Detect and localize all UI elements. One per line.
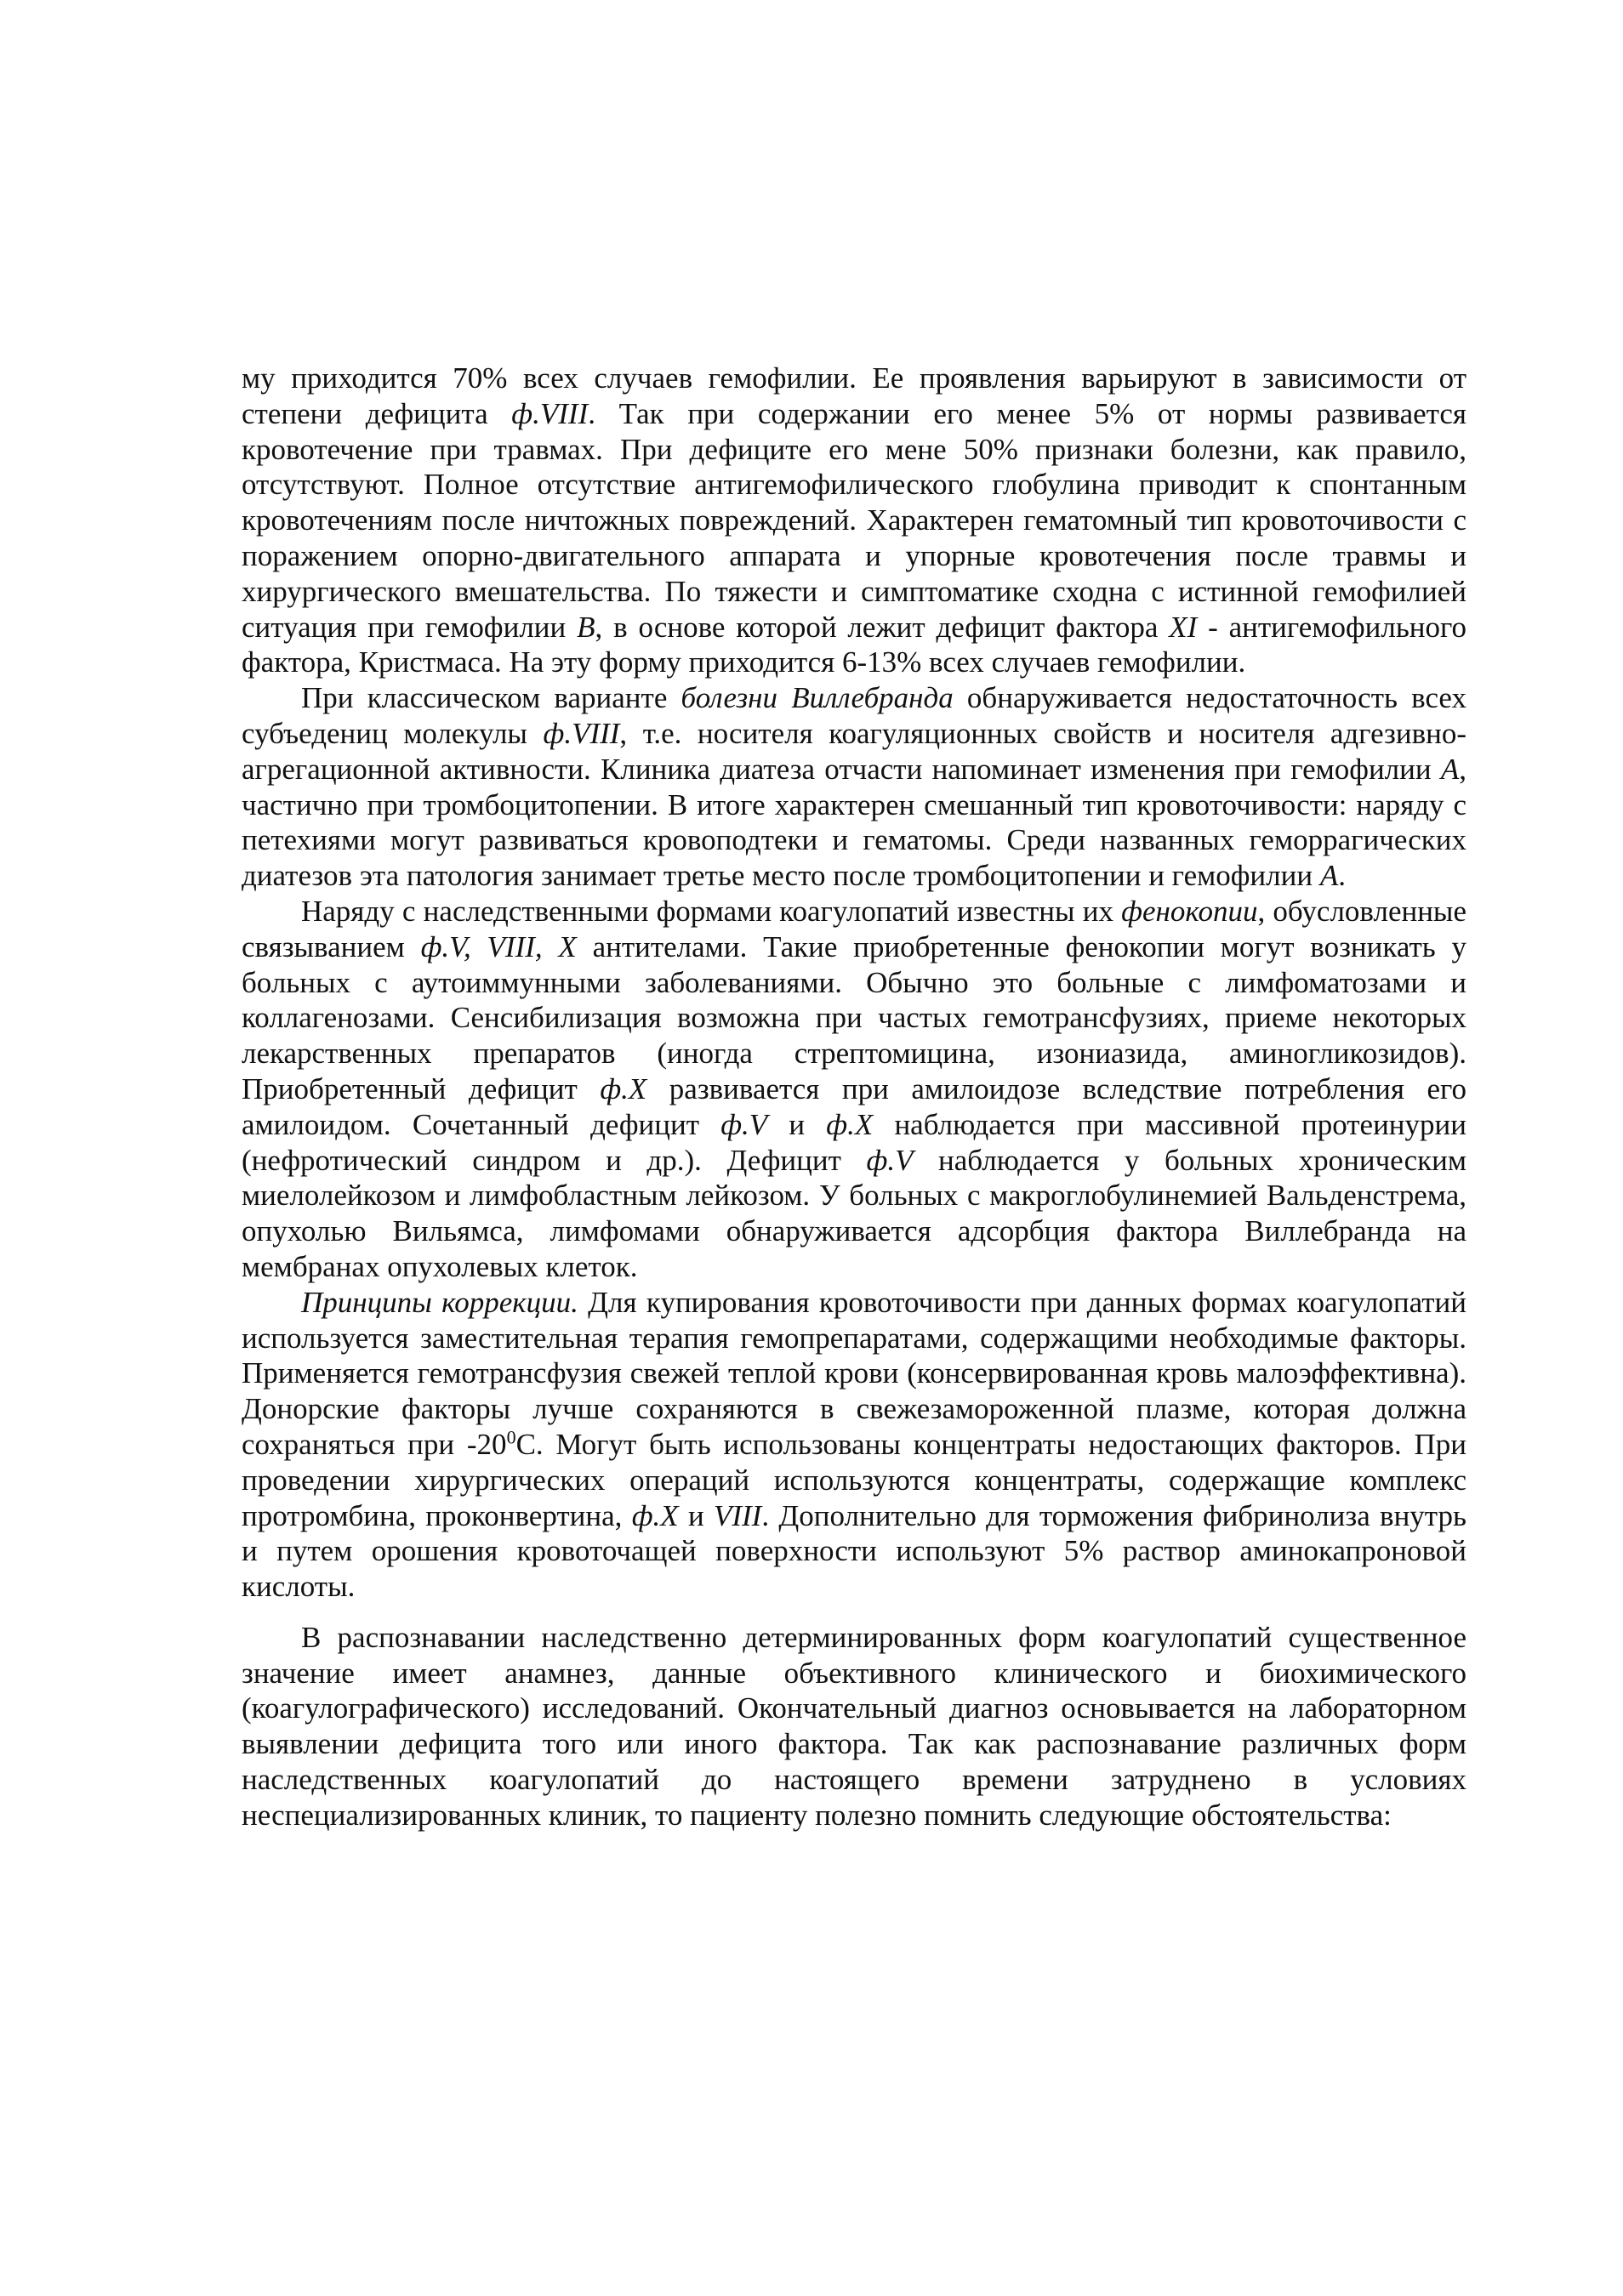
italic-term: ф.X bbox=[631, 1498, 679, 1532]
text-run: , в основе которой лежит дефицит фактора bbox=[595, 610, 1170, 644]
superscript: 0 bbox=[506, 1426, 516, 1448]
text-run: . bbox=[1338, 859, 1346, 893]
text-run: антителами. Такие приобретенные фенокопии могут возникать у больных с аутоиммунными заболеваниями. Обычно это больные с лимфоматозами и коллагенозами. Сенсибилизация возможна при частых гемотрансфузиях, приеме некоторых лекарственных препаратов (иногда стрептомицина, изониазида, аминогликозидов). Приобретенный дефицит bbox=[242, 929, 1466, 1105]
body-paragraph bbox=[242, 1285, 1466, 1605]
text-run: Для купирования кровоточивости при данных формах коагулопатий используется заместительная терапия гемопрепаратами, содержащими необходимые факторы. Применяется гемотрансфузия свежей теплой крови (консервированная кровь малоэффективна). Донорские факторы лучше сохраняются в свежезамороженной плазме, которая должна сохраняться при -20 bbox=[242, 1285, 1466, 1461]
text-run: . Так при содержании его менее 5% от нормы развивается кровотечение при травмах. При дефиците его мене 50% признаки болезни, как правило, отсутствуют. Полное отсутствие антигемофилического глобулина приводит к спонтанным кровотечениям после ничтожных повреждений. Характерен гематомный тип кровоточивости с поражением опорно-двигательного аппарата и упорные кровотечения после травмы и хирургического вмешательства. По тяжести и симптоматике сходна с истинной гемофилией ситуация при гемофилии bbox=[242, 396, 1466, 644]
text-run: му приходится 70% всех случаев гемофилии. Ее проявления варьируют в зависимости от степени дефицита bbox=[242, 361, 1466, 430]
italic-term: ф.V bbox=[720, 1107, 768, 1141]
italic-term: ф.VIII bbox=[543, 716, 620, 750]
body-paragraph bbox=[242, 1620, 1466, 1833]
text-run: , частично при тромбоцитопении. В итоге характерен смешанный тип кровоточивости: наряду с петехиями могут развиваться кровоподтеки и гематомы. Среди названных геморрагических диатезов эта патология занимает третье место после тромбоцитопении и гемофилии bbox=[242, 752, 1466, 893]
italic-term: XI bbox=[1169, 610, 1198, 644]
italic-term: ф.X bbox=[826, 1107, 874, 1141]
italic-term: ф.V, VIII, X bbox=[420, 929, 577, 963]
italic-term: ф.VIII bbox=[511, 396, 589, 430]
italic-term: В bbox=[577, 610, 595, 644]
text-run: и bbox=[678, 1498, 714, 1532]
text-run: При классическом варианте bbox=[301, 681, 681, 715]
text-run: Наряду с наследственными формами коагулопатий известны их bbox=[301, 894, 1122, 928]
text-run: - антигемофильного фактора, Кристмаса. На эту форму приходится 6-13% всех случаев гемофилии. bbox=[242, 610, 1466, 679]
document-page bbox=[242, 361, 1466, 1833]
body-paragraph bbox=[242, 680, 1466, 894]
body-paragraph bbox=[242, 361, 1466, 680]
italic-term: ф.V bbox=[866, 1143, 914, 1177]
italic-term: VIII bbox=[713, 1498, 762, 1532]
text-run: . Дополнительно для торможения фибринолиза внутрь и путем орошения кровоточащей поверхности используют 5% раствор аминокапроновой кислоты. bbox=[242, 1498, 1466, 1604]
text-run: , т.е. носителя коагуляционных свойств и носителя адгезивно-агрегационной активности. Клиника диатеза отчасти напоминает изменения при гемофилии bbox=[242, 716, 1466, 786]
italic-term: болезни Виллебранда bbox=[681, 681, 954, 715]
text-run: , обусловленные связыванием bbox=[242, 894, 1466, 963]
italic-term: А bbox=[1319, 859, 1339, 893]
italic-term: Принципы коррекции. bbox=[301, 1285, 578, 1319]
italic-term: фенокопии bbox=[1121, 894, 1258, 928]
text-run: наблюдается при массивной протеинурии (нефротический синдром и др.). Дефицит bbox=[242, 1107, 1466, 1177]
italic-term: ф.X bbox=[600, 1071, 647, 1105]
text-run: развивается при амилоидозе вследствие потребления его амилоидом. Сочетанный дефицит bbox=[242, 1071, 1466, 1141]
italic-term: А bbox=[1440, 752, 1460, 786]
text-run: обнаруживается недостаточность всех субъедениц молекулы bbox=[242, 681, 1467, 750]
text-run: В распознавании наследственно детерминированных форм коагулопатий существенное значение имеет анамнез, данные объективного клинического и биохимического (коагулографического) исследований. Окончательный диагноз основывается на лабораторном выявлении дефицита того или иного фактора. Так как распознавание различных форм наследственных коагулопатий до настоящего времени затруднено в условиях неспециализированных клиник, то пациенту полезно помнить следующие обстоятельства: bbox=[242, 1620, 1466, 1832]
text-run: наблюдается у больных хроническим миелолейкозом и лимфобластным лейкозом. У больных с макроглобулинемией Вальденстрема, опухолью Вильямса, лимфомами обнаруживается адсорбция фактора Виллебранда на мембранах опухолевых клеток. bbox=[242, 1143, 1466, 1283]
text-run: и bbox=[767, 1107, 827, 1141]
text-run: С. Могут быть использованы концентраты недостающих факторов. При проведении хирургических операций используются концентраты, содержащие комплекс протромбина, проконвертина, bbox=[242, 1427, 1466, 1532]
body-paragraph bbox=[242, 894, 1466, 1285]
